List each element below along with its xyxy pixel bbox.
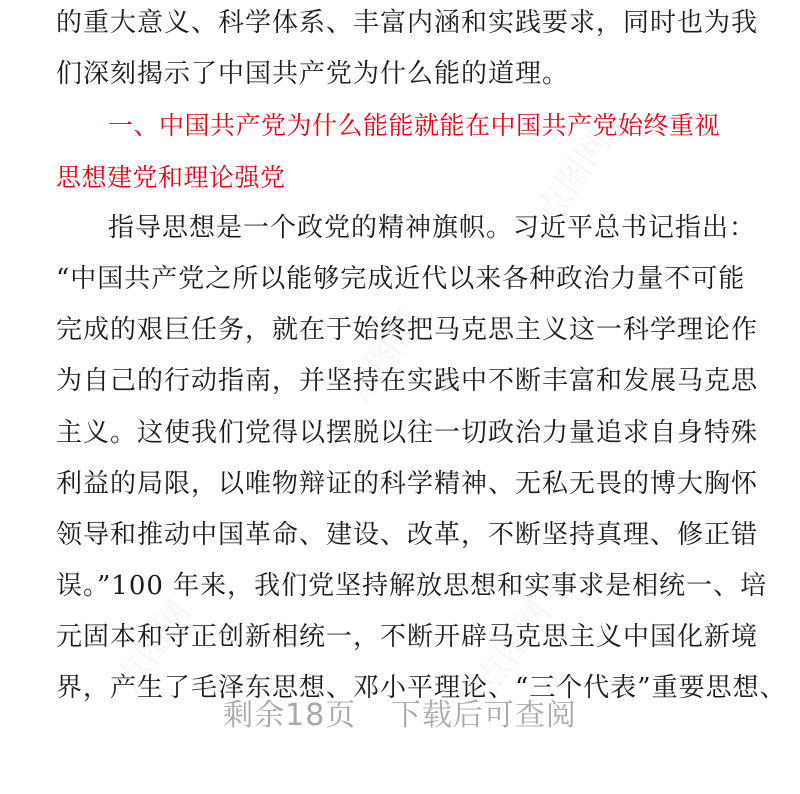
paragraph-line: 利益的局限，以唯物辩证的科学精神、无私无畏的博大胸怀 xyxy=(56,468,759,499)
paragraph-line: 为自己的行动指南，并坚持在实践中不断丰富和发展马克思 xyxy=(56,366,759,397)
watermark: 点图网 xyxy=(468,593,560,700)
paragraph-line: 完成的艰巨任务，就在于始终把马克思主义这一科学理论作 xyxy=(56,315,759,346)
section-heading: 一、中国共产党为什么能能就能在中国共产党始终重视 xyxy=(108,111,721,141)
paragraph-line: “中国共产党之所以能够完成近代以来各种政治力量不可能 xyxy=(56,263,746,294)
download-to-view-link[interactable]: 下载后可查阅 xyxy=(390,698,577,733)
watermark: 点图网 xyxy=(528,123,620,230)
download-prompt[interactable] xyxy=(0,690,800,734)
watermark: 点图网 xyxy=(338,303,430,410)
paragraph-line: 们深刻揭示了中国共产党为什么能的道理。 xyxy=(56,59,570,90)
paragraph-line: 元固本和守正创新相统一，不断开辟马克思主义中国化新境 xyxy=(56,622,759,653)
paragraph-line: 指导思想是一个政党的精神旗帜。习近平总书记指出： xyxy=(108,212,757,243)
paragraph-line: 的重大意义、科学体系、丰富内涵和实践要求，同时也为我 xyxy=(56,8,759,38)
remaining-pages-label: 剩余18页 xyxy=(223,698,357,733)
document-body xyxy=(56,0,787,715)
paragraph-line: 误。”100 年来，我们党坚持解放思想和实事求是相统一、培 xyxy=(56,571,768,602)
section-heading: 思想建党和理论强党 xyxy=(56,162,286,192)
paragraph-line: 界，产生了毛泽东思想、邓小平理论、“三个代表”重要思想、 xyxy=(56,673,787,704)
paragraph-line: 主义。这使我们党得以摆脱以往一切政治力量追求自身特殊 xyxy=(56,417,759,448)
paragraph-line: 领导和推动中国革命、建设、改革，不断坚持真理、修正错 xyxy=(56,519,759,550)
watermark: 点图网 xyxy=(108,593,200,700)
